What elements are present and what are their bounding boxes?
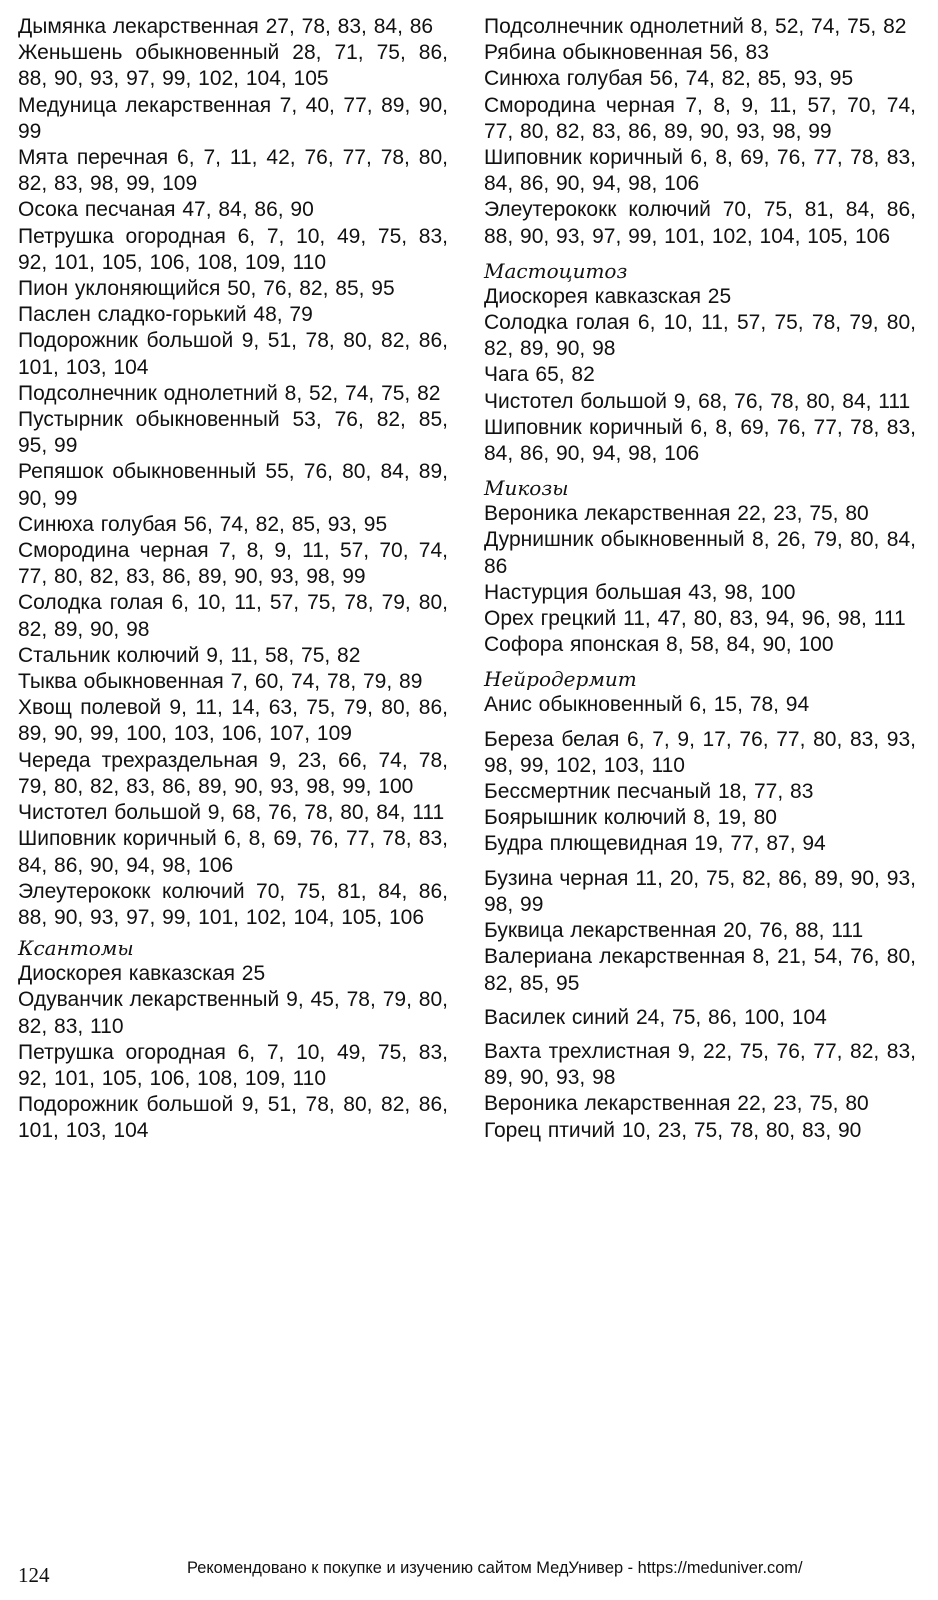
index-entry: Подсолнечник однолетний 8, 52, 74, 75, 82 <box>18 381 441 405</box>
page-number: 124 <box>18 1563 50 1587</box>
index-entry: Дурнишник обыкновенный 8, 26, 79, 80, 84, 86 <box>484 528 916 578</box>
index-entry: Женьшень обыкновенный 28, 71, 75, 86, 88, 90, 93, 97, 99, 102, 104, 105 <box>18 41 448 91</box>
index-entry: Вероника лекарственная 22, 23, 75, 80 <box>484 1092 869 1116</box>
index-entry: Чистотел большой 9, 68, 76, 78, 80, 84, 111 <box>18 801 445 825</box>
index-entry: Солодка голая 6, 10, 11, 57, 75, 78, 79, 80, 82, 89, 90, 98 <box>484 311 916 361</box>
index-entry: Тыква обыкновенная 7, 60, 74, 78, 79, 89 <box>18 670 423 694</box>
index-entry: Будра плющевидная 19, 77, 87, 94 <box>484 832 826 856</box>
index-entry: Пион уклоняющийся 50, 76, 82, 85, 95 <box>18 277 395 301</box>
index-entry: Чага 65, 82 <box>484 363 595 387</box>
index-entry: Паслен сладко-горький 48, 79 <box>18 303 313 327</box>
index-entry: Солодка голая 6, 10, 11, 57, 75, 78, 79, 80, 82, 89, 90, 98 <box>18 591 448 641</box>
index-entry: Шиповник коричный 6, 8, 69, 76, 77, 78, 83, 84, 86, 90, 94, 98, 106 <box>484 415 916 466</box>
index-entry: Анис обыкновенный 6, 15, 78, 94 <box>484 693 810 717</box>
index-entry: Элеутерококк колючий 70, 75, 81, 84, 86, 88, 90, 93, 97, 99, 101, 102, 104, 105, 106 <box>18 879 448 929</box>
index-entry: Береза белая 6, 7, 9, 17, 76, 77, 80, 83, 93, 98, 99, 102, 103, 110 <box>484 727 916 777</box>
index-entry: Бузина черная 11, 20, 75, 82, 86, 89, 90, 93, 98, 99 <box>484 866 916 916</box>
index-entry: Медуница лекарственная 7, 40, 77, 89, 90, 99 <box>18 93 448 143</box>
index-entry: Репяшок обыкновенный 55, 76, 80, 84, 89, 90, 99 <box>18 460 448 510</box>
index-entry: Петрушка огородная 6, 7, 10, 49, 75, 83, 92, 101, 105, 106, 108, 109, 110 <box>18 224 448 274</box>
index-entry: Дымянка лекарственная 27, 78, 83, 84, 86 <box>18 15 434 38</box>
index-entry: Василек синий 24, 75, 86, 100, 104 <box>484 1005 827 1029</box>
index-entry: Подсолнечник однолетний 8, 52, 74, 75, 82 <box>484 15 907 38</box>
section-heading: Ксантомы <box>18 936 134 961</box>
index-entry: Орех грецкий 11, 47, 80, 83, 94, 96, 98, 111 <box>484 607 906 631</box>
index-entry: Синюха голубая 56, 74, 82, 85, 93, 95 <box>18 512 388 536</box>
index-entry: Элеутерококк колючий 70, 75, 81, 84, 86, 88, 90, 93, 97, 99, 101, 102, 104, 105, 106 <box>484 198 916 248</box>
index-entry: Диоскорея кавказская 25 <box>484 284 732 308</box>
index-entry: Подорожник большой 9, 51, 78, 80, 82, 86, 101, 103, 104 <box>18 1093 448 1143</box>
index-entry: Одуванчик лекарственный 9, 45, 78, 79, 80, 82, 83, 110 <box>18 988 448 1038</box>
index-entry: Горец птичий 10, 23, 75, 78, 80, 83, 90 <box>484 1118 862 1142</box>
index-entry: Мята перечная 6, 7, 11, 42, 76, 77, 78, 80, 82, 83, 98, 99, 109 <box>18 146 448 196</box>
index-entry: Череда трехраздельная 9, 23, 66, 74, 78, 79, 80, 82, 83, 86, 89, 90, 93, 98, 99, 100 <box>18 748 448 798</box>
index-entry: Диоскорея кавказская 25 <box>18 962 266 986</box>
index-entry: Стальник колючий 9, 11, 58, 75, 82 <box>18 643 361 667</box>
index-entry: Бессмертник песчаный 18, 77, 83 <box>484 780 814 804</box>
left-index-column <box>18 14 448 1145</box>
index-entry: Валериана лекарственная 8, 21, 54, 76, 80, 82, 85, 95 <box>484 945 916 995</box>
index-entry: Подорожник большой 9, 51, 78, 80, 82, 86, 101, 103, 104 <box>18 329 448 379</box>
index-entry: Синюха голубая 56, 74, 82, 85, 93, 95 <box>484 67 854 91</box>
index-entry: Смородина черная 7, 8, 9, 11, 57, 70, 74, 77, 80, 82, 83, 86, 89, 90, 93, 98, 99 <box>18 539 448 589</box>
index-entry: Петрушка огородная 6, 7, 10, 49, 75, 83, 92, 101, 105, 106, 108, 109, 110 <box>18 1040 448 1090</box>
section-heading: Мастоцитоз <box>484 258 628 283</box>
index-entry: Боярышник колючий 8, 19, 80 <box>484 806 777 830</box>
section-heading: Нейродермит <box>484 667 637 692</box>
index-entry: Буквица лекарственная 20, 76, 88, 111 <box>484 919 864 943</box>
index-entry: Шиповник коричный 6, 8, 69, 76, 77, 78, 83, 84, 86, 90, 94, 98, 106 <box>484 146 916 196</box>
index-entry: Софора японская 8, 58, 84, 90, 100 <box>484 633 834 657</box>
index-entry: Рябина обыкновенная 56, 83 <box>484 41 769 65</box>
right-index-column <box>484 14 916 1144</box>
index-entry: Пустырник обыкновенный 53, 76, 82, 85, 95, 99 <box>18 408 448 458</box>
footer-watermark-note: Рекомендовано к покупке и изучению сайтом МедУнивер - https://meduniver.com/ <box>187 1559 803 1577</box>
index-entry: Осока песчаная 47, 84, 86, 90 <box>18 198 314 222</box>
index-entry: Настурция большая 43, 98, 100 <box>484 580 796 604</box>
index-entry: Вероника лекарственная 22, 23, 75, 80 <box>484 502 869 526</box>
index-entry: Хвощ полевой 9, 11, 14, 63, 75, 79, 80, 86, 89, 90, 99, 100, 103, 106, 107, 109 <box>18 696 448 746</box>
section-heading: Микозы <box>484 476 569 501</box>
index-entry: Шиповник коричный 6, 8, 69, 76, 77, 78, 83, 84, 86, 90, 94, 98, 106 <box>18 827 448 877</box>
index-entry: Смородина черная 7, 8, 9, 11, 57, 70, 74, 77, 80, 82, 83, 86, 89, 90, 93, 98, 99 <box>484 93 916 143</box>
index-entry: Чистотел большой 9, 68, 76, 78, 80, 84, 111 <box>484 389 911 413</box>
index-entry: Вахта трехлистная 9, 22, 75, 76, 77, 82, 83, 89, 90, 93, 98 <box>484 1039 916 1090</box>
